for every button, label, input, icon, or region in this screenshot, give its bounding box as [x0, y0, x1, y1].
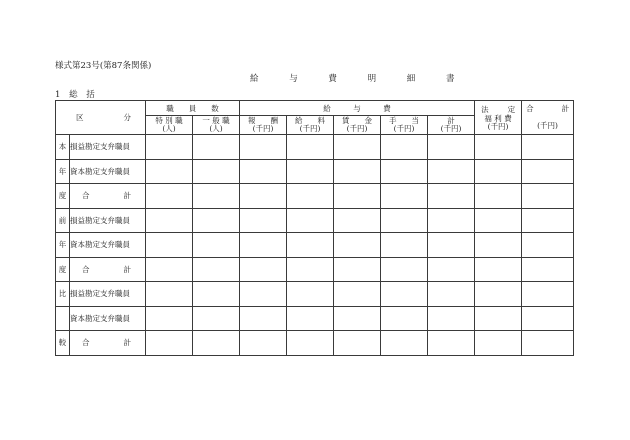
cell	[334, 208, 381, 233]
welfare-header: 法 定 福 利 費 (千円)	[475, 101, 522, 135]
cell	[287, 282, 334, 307]
cell	[193, 208, 240, 233]
cell	[146, 233, 193, 258]
subtotal-header: 計 (千円)	[428, 116, 475, 135]
cell	[428, 184, 475, 209]
cell	[381, 306, 428, 331]
cell	[287, 159, 334, 184]
cell	[428, 135, 475, 160]
cell	[475, 184, 522, 209]
cell	[334, 331, 381, 356]
cell	[522, 208, 574, 233]
cell	[381, 135, 428, 160]
cell	[193, 135, 240, 160]
cell	[146, 331, 193, 356]
staff-count-header: 職 員 数	[146, 101, 240, 116]
cell	[522, 233, 574, 258]
row-label: 資本勘定支弁職員	[70, 233, 146, 258]
cell	[240, 282, 287, 307]
cell	[428, 331, 475, 356]
cell	[146, 135, 193, 160]
cell	[381, 257, 428, 282]
cell	[381, 331, 428, 356]
cell	[428, 282, 475, 307]
row-label: 資本勘定支弁職員	[70, 159, 146, 184]
group-char: 年	[56, 233, 70, 258]
cell	[287, 306, 334, 331]
special-staff-header: 特 別 職 (人)	[146, 116, 193, 135]
cell	[240, 184, 287, 209]
cell	[193, 331, 240, 356]
cell	[428, 208, 475, 233]
document-title: 給 与 費 明 細 書	[250, 74, 469, 84]
grand-total-header: 合 計 (千円)	[522, 101, 574, 135]
cell	[193, 184, 240, 209]
section-heading: 1 総 括	[55, 90, 95, 100]
cell	[146, 257, 193, 282]
cell	[287, 233, 334, 258]
cell	[381, 159, 428, 184]
cell	[287, 257, 334, 282]
cell	[475, 306, 522, 331]
cell	[240, 257, 287, 282]
cell	[428, 233, 475, 258]
cell	[146, 208, 193, 233]
remuneration-header: 報 酬 (千円)	[240, 116, 287, 135]
cell	[146, 159, 193, 184]
cell	[287, 184, 334, 209]
cell	[146, 282, 193, 307]
cell	[381, 282, 428, 307]
general-staff-header: 一 般 職 (人)	[193, 116, 240, 135]
cell	[381, 233, 428, 258]
row-label-total: 合 計	[70, 184, 146, 209]
group-char: 度	[56, 257, 70, 282]
cell	[475, 331, 522, 356]
row-label-total: 合 計	[70, 257, 146, 282]
cell	[146, 306, 193, 331]
cell	[428, 306, 475, 331]
cell	[334, 282, 381, 307]
group-char: 較	[56, 331, 70, 356]
cell	[240, 135, 287, 160]
group-char	[56, 306, 70, 331]
allowance-header: 手 当 (千円)	[381, 116, 428, 135]
cell	[428, 257, 475, 282]
cell	[287, 208, 334, 233]
cell	[381, 184, 428, 209]
cell	[334, 135, 381, 160]
form-number: 様式第23号(第87条関係)	[55, 61, 152, 71]
row-label: 資本勘定支弁職員	[70, 306, 146, 331]
cell	[522, 159, 574, 184]
cell	[193, 159, 240, 184]
wages-header: 賃 金 (千円)	[334, 116, 381, 135]
salary-base-header: 給 料 (千円)	[287, 116, 334, 135]
cell	[240, 306, 287, 331]
cell	[240, 331, 287, 356]
cell	[240, 159, 287, 184]
cell	[334, 184, 381, 209]
cell	[334, 233, 381, 258]
row-label-total: 合 計	[70, 331, 146, 356]
cell	[522, 135, 574, 160]
cell	[475, 208, 522, 233]
group-char: 度	[56, 184, 70, 209]
cell	[475, 159, 522, 184]
cell	[522, 257, 574, 282]
group-char: 前	[56, 208, 70, 233]
cell	[475, 257, 522, 282]
group-char: 比	[56, 282, 70, 307]
row-label: 損益勘定支弁職員	[70, 208, 146, 233]
cell	[475, 135, 522, 160]
cell	[334, 257, 381, 282]
cell	[334, 306, 381, 331]
cell	[522, 282, 574, 307]
cell	[522, 184, 574, 209]
cell	[381, 208, 428, 233]
cell	[475, 233, 522, 258]
cell	[240, 233, 287, 258]
cell	[334, 159, 381, 184]
cell	[193, 233, 240, 258]
row-label: 損益勘定支弁職員	[70, 282, 146, 307]
cell	[475, 282, 522, 307]
kubun-header: 区 分	[56, 101, 146, 135]
cell	[428, 159, 475, 184]
cell	[287, 331, 334, 356]
cell	[240, 208, 287, 233]
summary-table	[55, 100, 574, 356]
cell	[193, 306, 240, 331]
cell	[522, 331, 574, 356]
cell	[193, 282, 240, 307]
cell	[193, 257, 240, 282]
cell	[522, 306, 574, 331]
group-char: 年	[56, 159, 70, 184]
cell	[146, 184, 193, 209]
cell	[287, 135, 334, 160]
row-label: 損益勘定支弁職員	[70, 135, 146, 160]
salary-header: 給 与 費	[240, 101, 475, 116]
group-char: 本	[56, 135, 70, 160]
